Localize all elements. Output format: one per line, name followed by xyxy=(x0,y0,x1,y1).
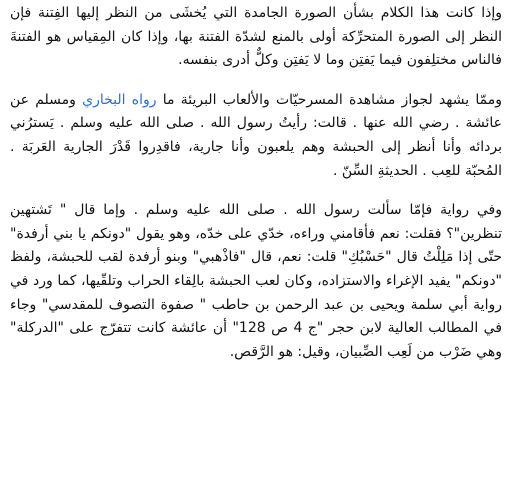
paragraph-text-before-link: وممّا يشهد لجواز مشاهدة المسرحيّات والألعاب البريئة ما xyxy=(156,91,502,108)
paragraph-other-narration xyxy=(10,199,502,364)
paragraph-bukhari-hadith xyxy=(10,89,502,183)
paragraph-text: وفي رواية فإمّا سألت رسول الله . صلى الله عليه وسلم . وإما قال " تَشتهين تنظرين"؟ فقلت: نعم فأقامني وراءه، خدّي على خدّه، وهو يقول "دونكم يا بني أرفدة" حتّى إذا مَلِلْتُ قال "حَسْبُكِ" قلت: نعم، قال "فاذْهبي" وبنو أرفدة لقب للحبشة، ولفظ "دونكم" يفيد الإغراء والاستزاده، وكان لعب الحبشة بالِقاء الحراب وتلقّيها، كما ورد في رواية أبي سلمة ويحيى بن عبد الرحمن بن حاطب " صفوة التصوف للمقدسي" وجاء في المطالب العالية لابن حجر "ج 4 ص 128" أن عائشة كانت تتفرّج على "الدركلة" وهي ضَرْب من لَعِب الصِّبيان، وقيل: هو الرَّقص. xyxy=(10,202,503,360)
bukhari-link[interactable]: رواه البخاري xyxy=(82,91,157,108)
paragraph-text: وإذا كانت هذا الكلام بشأن الصورة الجامدة التي يُخشَى من النظر إليها الفِتنة فإن النظر إلى الصورة المتحرِّكة أولى بالمنع لشدّة الفتنة بها، وإذا كان المِقياس هو الفتنةَ فالناس مختلِفون فيما يَفتِن وما لا يَفتِن وكلٌّ أدرى بنفسه. xyxy=(10,5,502,69)
paragraph-text-after-link: ومسلم عن عائشة . رضي الله عنها . قالت: رأيتُ رسول الله . صلى الله عليه وسلم . يَسترُني بردائه وأنا أنظر إلى الحبشة وهم يلعبون وأنا جارية، فاقدِروا قَدْرَ الجارية العَربَة . المُحبّة للعِب . الحديثةِ السِّنّ . xyxy=(10,91,502,179)
paragraph-image-fitna xyxy=(10,2,502,73)
